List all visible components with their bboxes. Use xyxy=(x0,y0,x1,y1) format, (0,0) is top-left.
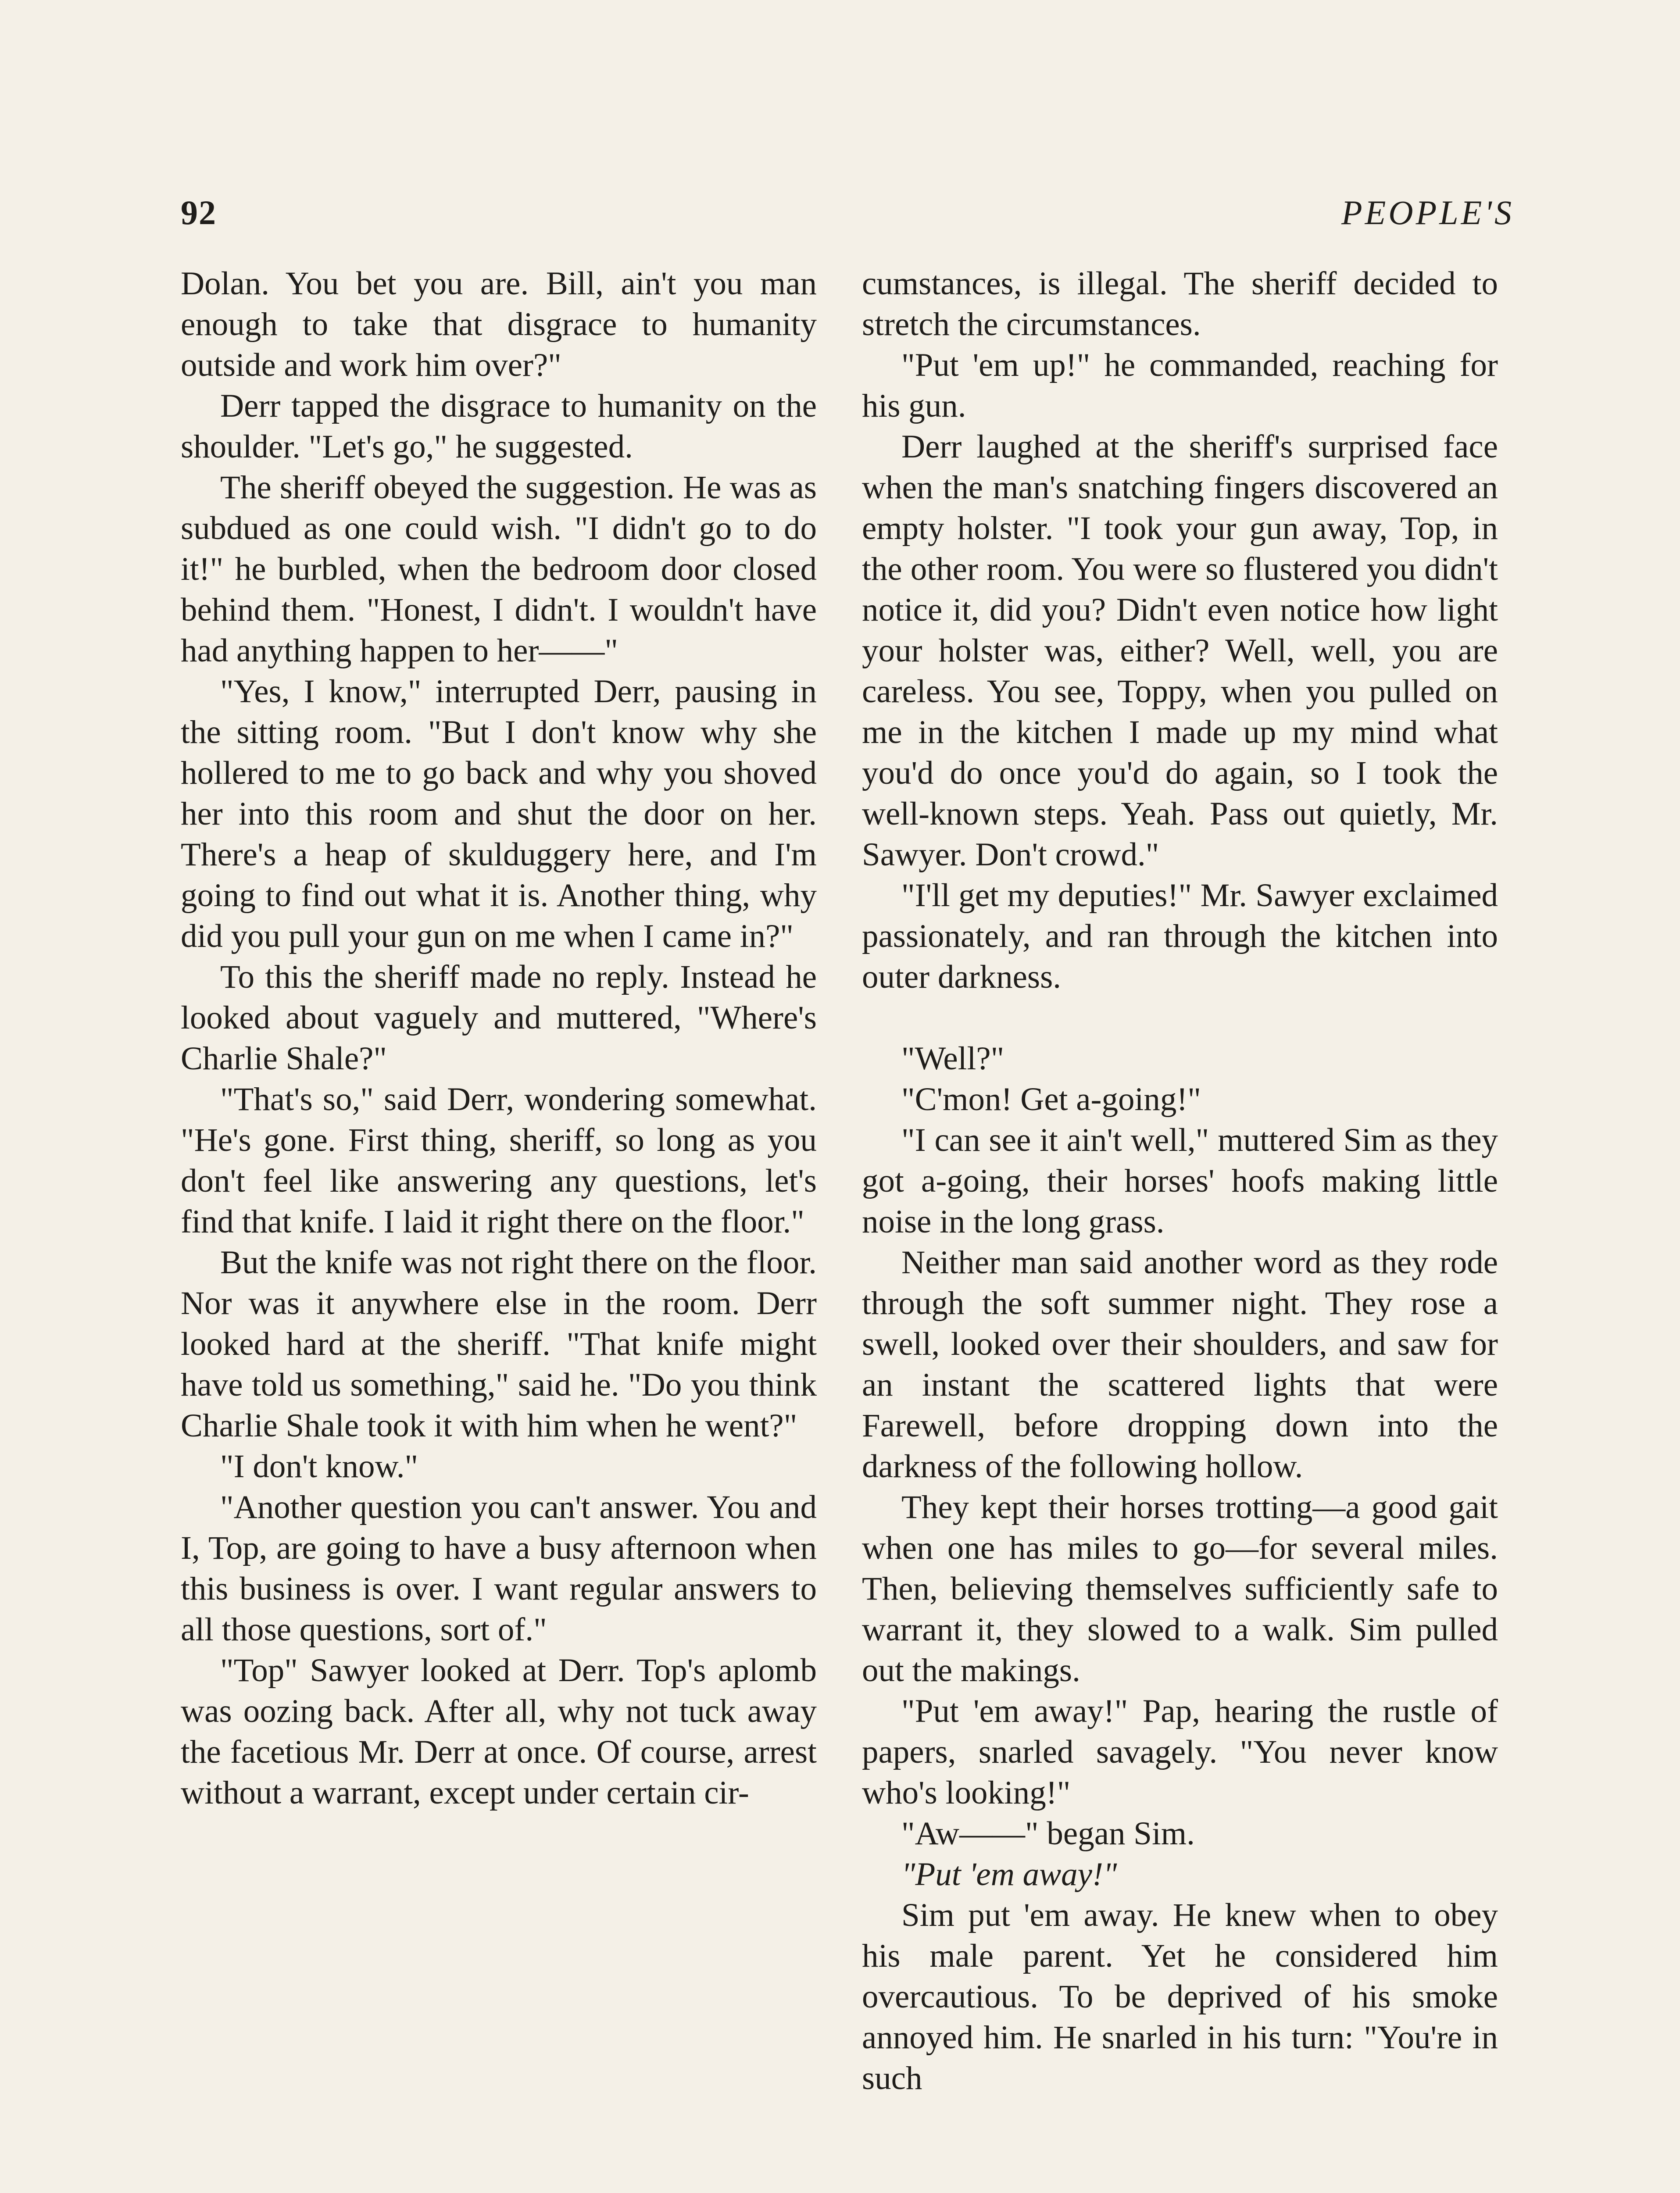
paragraph: "Put 'em away!" Pap, hearing the rustle of papers, snarled savagely. "You never know who's looking!" xyxy=(862,1693,1498,1811)
right-column xyxy=(862,263,1498,2099)
paragraph: Derr tapped the disgrace to humanity on the shoulder. "Let's go," he suggested. xyxy=(181,388,817,465)
paragraph: They kept their horses trotting—a good gait when one has miles to go—for several miles. Then, believing themselves sufficiently safe to warrant it, they slowed to a walk. Sim pulled out the makings. xyxy=(862,1489,1498,1689)
running-head xyxy=(181,193,1514,241)
paragraph: But the knife was not right there on the floor. Nor was it anywhere else in the room. Derr looked hard at the sheriff. "That knife might have told us something," said he. "Do you think Charlie Shale took it with him when he went?" xyxy=(181,1244,817,1444)
paragraph: "I can see it ain't well," muttered Sim as they got a-going, their horses' hoofs making little noise in the long grass. xyxy=(862,1122,1498,1240)
paragraph: "I'll get my deputies!" Mr. Sawyer exclaimed passionately, and ran through the kitchen into outer darkness. xyxy=(862,877,1498,995)
left-column xyxy=(181,263,817,1813)
paragraph: "Well?" xyxy=(901,1040,1004,1077)
paragraph: Dolan. You bet you are. Bill, ain't you man enough to take that disgrace to humanity outside and work him over?" xyxy=(181,265,817,383)
paragraph: Sim put 'em away. He knew when to obey his male parent. Yet he considered him overcautious. To be deprived of his smoke annoyed him. He snarled in his turn: "You're in such xyxy=(862,1897,1498,2097)
magazine-title: PEOPLE'S xyxy=(1341,193,1514,232)
paragraph: "C'mon! Get a-going!" xyxy=(901,1081,1201,1118)
paragraph: "Another question you can't answer. You and I, Top, are going to have a busy afternoon when this business is over. I want regular answers to all those questions, sort of." xyxy=(181,1489,817,1648)
paragraph: "Yes, I know," interrupted Derr, pausing in the sitting room. "But I don't know why she hollered to me to go back and why you shoved her into this room and shut the door on her. There's a heap of skulduggery here, and I'm going to find out what it is. Another thing, why did you pull your gun on me when I came in?" xyxy=(181,673,817,954)
paragraph: "Put 'em up!" he commanded, reaching for his gun. xyxy=(862,347,1498,424)
paragraph: To this the sheriff made no reply. Instead he looked about vaguely and muttered, "Where's Charlie Shale?" xyxy=(181,959,817,1077)
paragraph: Derr laughed at the sheriff's surprised face when the man's snatching fingers discovered an empty holster. "I took your gun away, Top, in the other room. You were so flustered you didn't notice it, did you? Didn't even notice how light your holster was, either? Well, well, you are careless. You see, Toppy, when you pulled on me in the kitchen I made up my mind what you'd do once you'd do again, so I took the well-known steps. Yeah. Pass out quietly, Mr. Sawyer. Don't crowd." xyxy=(862,429,1498,873)
paragraph: Neither man said another word as they rode through the soft summer night. They rose a swell, looked over their shoulders, and saw for an instant the scattered lights that were Farewell, before dropping down into the darkness of the following hollow. xyxy=(862,1244,1498,1485)
paragraph: "Top" Sawyer looked at Derr. Top's aplomb was oozing back. After all, why not tuck away the facetious Mr. Derr at once. Of course, arrest without a warrant, except under certain cir- xyxy=(181,1652,817,1811)
paragraph: The sheriff obeyed the suggestion. He was as subdued as one could wish. "I didn't go to do it!" he burbled, when the bedroom door closed behind them. "Honest, I didn't. I wouldn't have had anything happen to her——" xyxy=(181,469,817,669)
paragraph: "Aw——" began Sim. xyxy=(901,1815,1195,1852)
page-number: 92 xyxy=(181,193,217,232)
paragraph: "I don't know." xyxy=(220,1448,418,1485)
paragraph: "Put 'em away!" xyxy=(901,1856,1117,1893)
paragraph: "That's so," said Derr, wondering somewhat. "He's gone. First thing, sheriff, so long as you don't feel like answering any questions, let's find that knife. I laid it right there on the floor." xyxy=(181,1081,817,1240)
paragraph: cumstances, is illegal. The sheriff decided to stretch the circumstances. xyxy=(862,265,1498,343)
